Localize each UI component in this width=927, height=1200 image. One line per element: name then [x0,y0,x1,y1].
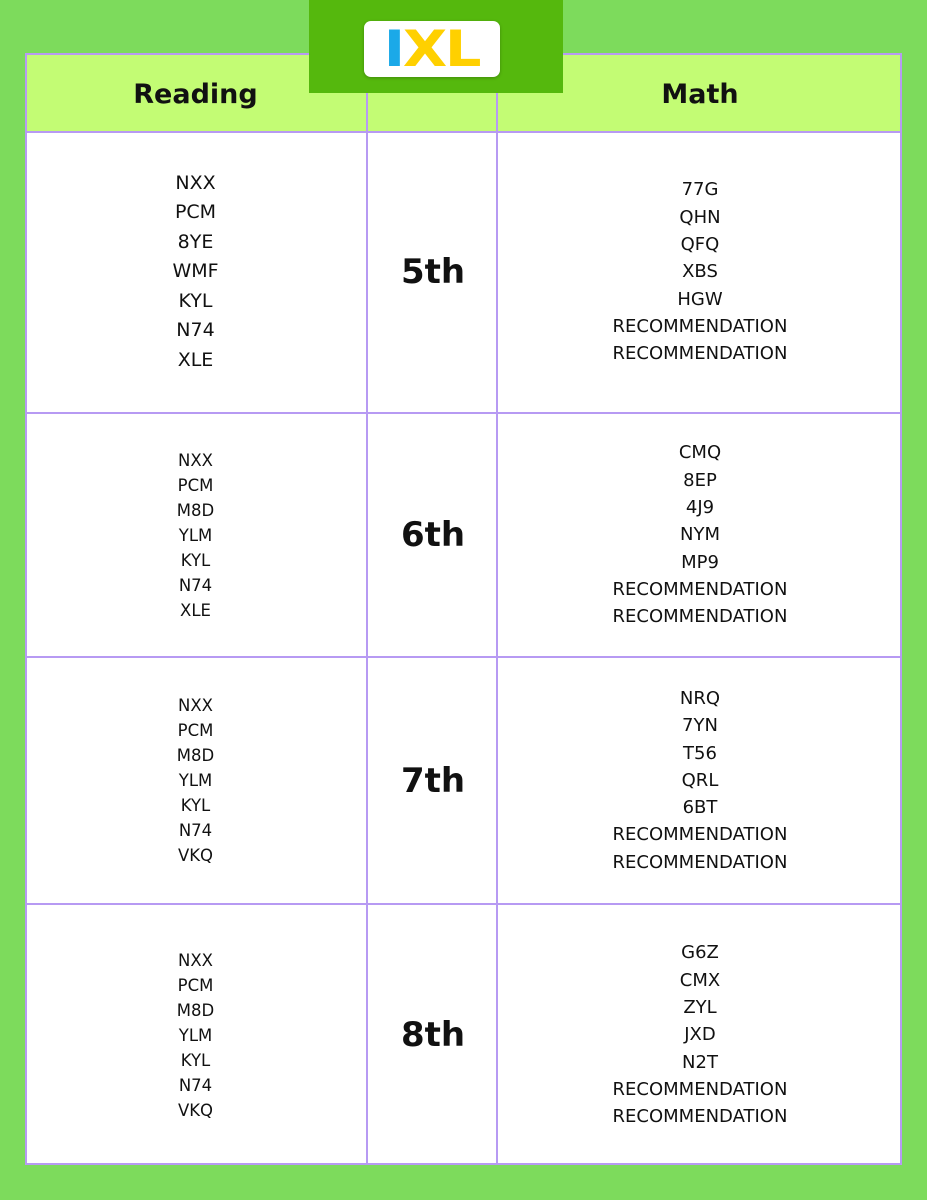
grade-cell-8th [368,905,498,1165]
grade-label: 5th [400,252,466,292]
reading-code: N74 [178,821,213,840]
reading-cell-6th [25,414,366,656]
math-code: ZYL [683,997,717,1019]
math-code: 7YN [682,715,718,737]
reading-code: XLE [177,348,214,371]
math-code: JXD [684,1024,716,1046]
math-code: HGW [677,288,723,310]
math-code: QRL [681,769,719,791]
column-divider [366,53,368,1165]
reading-code: KYL [180,796,211,815]
reading-code: NXX [178,950,213,970]
math-code: QHN [679,206,721,228]
skills-table [25,53,902,1165]
reading-code: PCM [177,475,214,495]
reading-code: YLM [178,525,213,545]
row-divider [25,903,902,905]
ixl-logo [364,21,500,77]
reading-cell-7th [25,658,366,903]
reading-column-header: Reading [133,79,258,110]
row-divider [25,656,902,658]
math-cell-7th [498,658,902,903]
math-code: RECOMMENDATION [612,606,788,628]
row-divider [25,412,902,414]
reading-code: YLM [178,771,213,790]
math-code: MP9 [681,551,719,573]
reading-cell-5th [25,132,366,412]
math-code: RECOMMENDATION [612,315,788,337]
grade-label: 6th [400,515,466,555]
reading-code: NXX [175,171,216,194]
reading-code: VKQ [177,1100,214,1120]
math-code: 8EP [683,469,717,491]
grade-label: 8th [400,1015,466,1055]
grade-cell-7th [368,658,498,903]
reading-code: VKQ [177,846,214,865]
reading-code: NXX [178,696,213,715]
reading-code: KYL [180,1050,211,1070]
reading-code: PCM [177,721,214,740]
math-code: N2T [682,1051,718,1073]
reading-code: M8D [176,746,215,765]
math-code: CMQ [678,442,722,464]
math-code: NYM [680,524,720,546]
math-code: RECOMMENDATION [612,824,788,846]
reading-code: 8YE [177,230,214,253]
reading-code: PCM [174,201,217,224]
reading-code: YLM [178,1025,213,1045]
reading-code: PCM [177,975,214,995]
logo-tab [309,0,563,93]
reading-cell-8th [25,905,366,1165]
reading-code: KYL [180,550,211,570]
math-cell-6th [498,414,902,656]
reading-code: N74 [178,1075,213,1095]
grade-cell-6th [368,414,498,656]
math-cell-8th [498,905,902,1165]
table-border-left [25,53,27,1165]
math-code: NRQ [679,687,721,709]
reading-code: N74 [176,319,215,342]
column-divider [496,53,498,1165]
math-code: RECOMMENDATION [612,1106,788,1128]
math-code: 4J9 [685,497,715,519]
header-divider [25,131,902,133]
ixl-logo-text: IXL [384,20,480,78]
table-border-bottom [25,1163,902,1165]
reading-code: M8D [176,500,215,520]
reading-code: KYL [178,289,213,312]
reading-code: WMF [172,260,219,283]
reading-code: NXX [178,450,213,470]
math-code: RECOMMENDATION [612,578,788,600]
math-code: XBS [682,261,718,283]
math-code: QFQ [680,234,720,256]
math-code: RECOMMENDATION [612,851,788,873]
reading-code: XLE [180,600,211,620]
math-column-header: Math [661,79,739,110]
math-code: RECOMMENDATION [612,343,788,365]
reading-code: M8D [176,1000,215,1020]
reading-code: N74 [178,575,213,595]
math-cell-5th [498,132,902,412]
grade-label: 7th [400,760,466,801]
math-code: T56 [683,742,717,764]
math-code: G6Z [681,942,719,964]
math-code: RECOMMENDATION [612,1078,788,1100]
math-code: 6BT [682,797,718,819]
math-code: CMX [679,969,721,991]
math-code: 77G [681,179,719,201]
grade-cell-5th [368,132,498,412]
table-border-right [900,53,902,1165]
